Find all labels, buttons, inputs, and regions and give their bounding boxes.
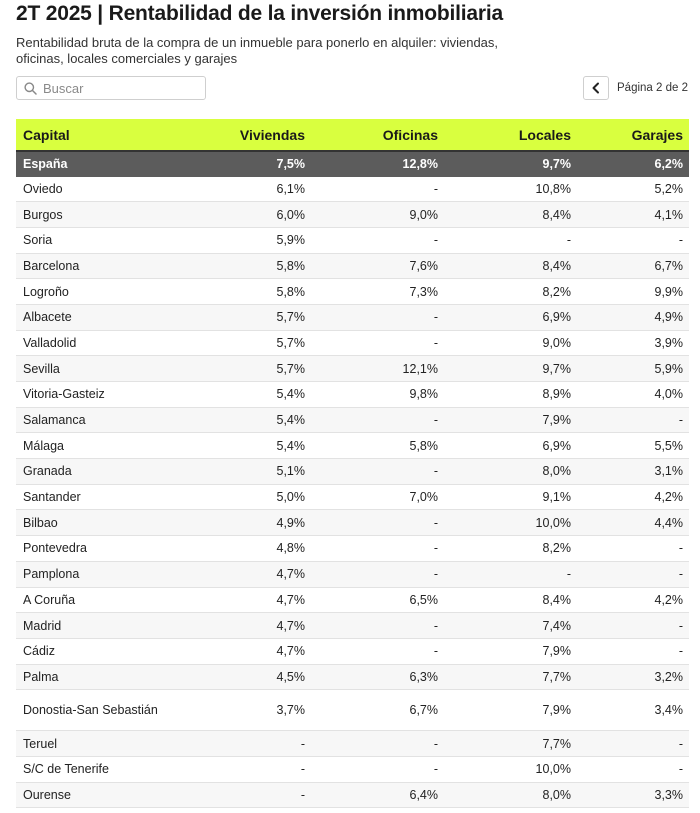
table-row [16,536,689,562]
cell-viviendas: 6,0% [166,202,311,228]
cell-capital: Oviedo [16,176,166,202]
cell-oficinas: 6,3% [311,664,444,690]
page-indicator: Página 2 de 2 [617,82,688,94]
cell-garajes: - [577,638,689,664]
cell-capital: Ourense [16,782,166,808]
cell-garajes: 4,2% [577,484,689,510]
cell-locales: 8,4% [444,587,577,613]
cell-capital: Albacete [16,304,166,330]
cell-locales: 9,7% [444,151,577,176]
search-icon [24,82,37,95]
cell-capital: Cádiz [16,638,166,664]
cell-capital: Sevilla [16,356,166,382]
table-row [16,176,689,202]
table-row [16,407,689,433]
cell-capital: Salamanca [16,407,166,433]
cell-locales: - [444,561,577,587]
cell-locales: 9,1% [444,484,577,510]
cell-locales: 9,7% [444,356,577,382]
cell-garajes: - [577,756,689,782]
cell-garajes: 3,1% [577,459,689,485]
cell-capital: S/C de Tenerife [16,756,166,782]
cell-locales: 7,4% [444,613,577,639]
table-row [16,587,689,613]
cell-locales: 8,4% [444,202,577,228]
pagination [583,76,688,100]
table-row [16,279,689,305]
cell-garajes: 4,2% [577,587,689,613]
cell-oficinas: - [311,613,444,639]
cell-oficinas: 7,0% [311,484,444,510]
cell-garajes: 3,2% [577,664,689,690]
cell-viviendas: 5,9% [166,227,311,253]
cell-viviendas: 3,7% [166,690,311,731]
table-row [16,510,689,536]
table-header-row [16,119,689,151]
table-row [16,638,689,664]
table-row [16,731,689,757]
cell-viviendas: 4,5% [166,664,311,690]
cell-garajes: - [577,407,689,433]
cell-garajes: - [577,561,689,587]
cell-garajes: 6,2% [577,151,689,176]
cell-viviendas: 4,7% [166,638,311,664]
cell-oficinas: - [311,407,444,433]
cell-garajes: 5,2% [577,176,689,202]
cell-capital: España [16,151,166,176]
table-row [16,202,689,228]
cell-garajes: 5,5% [577,433,689,459]
table-row [16,382,689,408]
cell-garajes: - [577,613,689,639]
cell-garajes: 5,9% [577,356,689,382]
table-row [16,664,689,690]
cell-capital: Teruel [16,731,166,757]
cell-oficinas: 7,3% [311,279,444,305]
cell-viviendas: 7,5% [166,151,311,176]
table-row [16,561,689,587]
cell-capital: Barcelona [16,253,166,279]
cell-locales: - [444,227,577,253]
cell-viviendas: 4,7% [166,613,311,639]
cell-locales: 7,7% [444,731,577,757]
column-header-locales[interactable]: Locales [444,119,577,151]
cell-viviendas: 5,8% [166,279,311,305]
column-header-oficinas[interactable]: Oficinas [311,119,444,151]
column-header-viviendas[interactable]: Viviendas [166,119,311,151]
cell-locales: 10,0% [444,510,577,536]
table-row [16,433,689,459]
cell-oficinas: - [311,638,444,664]
previous-page-button[interactable] [583,76,609,100]
table-row [16,690,689,731]
cell-garajes: 3,4% [577,690,689,731]
cell-locales: 7,7% [444,664,577,690]
cell-capital: Madrid [16,613,166,639]
table-row [16,756,689,782]
cell-locales: 10,0% [444,756,577,782]
cell-oficinas: 9,8% [311,382,444,408]
cell-oficinas: 6,7% [311,690,444,731]
cell-locales: 8,2% [444,279,577,305]
page-subtitle: Rentabilidad bruta de la compra de un inmueble para ponerlo en alquiler: viviendas, oficinas, locales comerciales y garajes [16,35,499,66]
cell-viviendas: 5,8% [166,253,311,279]
cell-locales: 6,9% [444,304,577,330]
cell-capital: Logroño [16,279,166,305]
cell-viviendas: 5,0% [166,484,311,510]
table-row-highlight [16,151,689,176]
table-row [16,253,689,279]
cell-oficinas: - [311,756,444,782]
cell-oficinas: - [311,731,444,757]
search-input[interactable] [43,81,193,96]
cell-capital: Málaga [16,433,166,459]
cell-viviendas: 5,4% [166,433,311,459]
cell-locales: 10,8% [444,176,577,202]
cell-capital: Soria [16,227,166,253]
cell-locales: 7,9% [444,690,577,731]
cell-oficinas: - [311,330,444,356]
cell-oficinas: - [311,176,444,202]
cell-garajes: 9,9% [577,279,689,305]
cell-garajes: 4,0% [577,382,689,408]
cell-viviendas: 5,1% [166,459,311,485]
cell-viviendas: 5,7% [166,304,311,330]
table-row [16,484,689,510]
cell-oficinas: 7,6% [311,253,444,279]
cell-oficinas: - [311,561,444,587]
cell-viviendas: 5,4% [166,382,311,408]
chevron-left-icon [591,82,601,94]
cell-locales: 8,0% [444,459,577,485]
column-header-garajes[interactable]: Garajes [577,119,689,151]
cell-capital: Santander [16,484,166,510]
cell-viviendas: 5,7% [166,330,311,356]
cell-oficinas: 9,0% [311,202,444,228]
cell-garajes: 4,4% [577,510,689,536]
cell-garajes: - [577,536,689,562]
cell-garajes: - [577,731,689,757]
cell-oficinas: - [311,536,444,562]
cell-capital: Granada [16,459,166,485]
cell-viviendas: 4,9% [166,510,311,536]
cell-viviendas: 5,4% [166,407,311,433]
cell-oficinas: - [311,304,444,330]
cell-oficinas: - [311,510,444,536]
cell-capital: Valladolid [16,330,166,356]
cell-oficinas: 5,8% [311,433,444,459]
table-row [16,304,689,330]
cell-locales: 9,0% [444,330,577,356]
cell-capital: Bilbao [16,510,166,536]
cell-viviendas: 5,7% [166,356,311,382]
cell-viviendas: 4,8% [166,536,311,562]
cell-locales: 7,9% [444,407,577,433]
table-row [16,227,689,253]
table-row [16,330,689,356]
cell-viviendas: - [166,756,311,782]
page-title: 2T 2025 | Rentabilidad de la inversión inmobiliaria [16,2,503,25]
cell-viviendas: 6,1% [166,176,311,202]
rentabilidad-table [16,119,689,808]
table-row [16,782,689,808]
cell-viviendas: 4,7% [166,587,311,613]
cell-locales: 8,4% [444,253,577,279]
cell-capital: Burgos [16,202,166,228]
column-header-capital[interactable]: Capital [16,119,166,151]
search-box[interactable] [16,76,206,100]
cell-locales: 8,0% [444,782,577,808]
cell-capital: Pamplona [16,561,166,587]
cell-viviendas: - [166,731,311,757]
cell-garajes: 4,1% [577,202,689,228]
cell-capital: A Coruña [16,587,166,613]
cell-garajes: 3,9% [577,330,689,356]
cell-garajes: 6,7% [577,253,689,279]
cell-locales: 7,9% [444,638,577,664]
table-row [16,459,689,485]
cell-oficinas: 6,5% [311,587,444,613]
cell-capital: Vitoria-Gasteiz [16,382,166,408]
cell-garajes: 4,9% [577,304,689,330]
cell-viviendas: - [166,782,311,808]
table-row [16,356,689,382]
cell-garajes: - [577,227,689,253]
cell-locales: 8,2% [444,536,577,562]
cell-capital: Donostia-San Sebastián [16,690,166,731]
cell-oficinas: 12,8% [311,151,444,176]
cell-locales: 8,9% [444,382,577,408]
cell-garajes: 3,3% [577,782,689,808]
table-row [16,613,689,639]
cell-oficinas: 12,1% [311,356,444,382]
cell-oficinas: - [311,227,444,253]
cell-capital: Palma [16,664,166,690]
cell-oficinas: - [311,459,444,485]
cell-locales: 6,9% [444,433,577,459]
cell-capital: Pontevedra [16,536,166,562]
cell-viviendas: 4,7% [166,561,311,587]
cell-oficinas: 6,4% [311,782,444,808]
